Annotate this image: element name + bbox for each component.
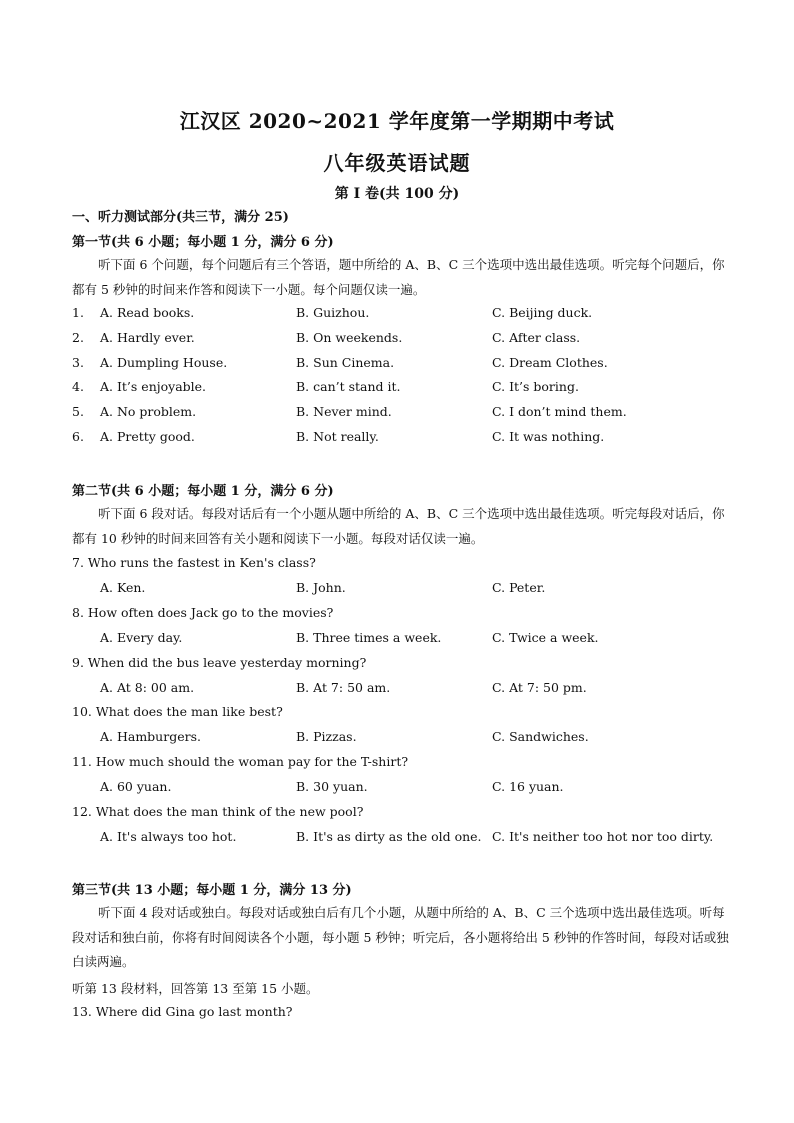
option-a: A. Dumpling House.	[100, 354, 228, 370]
option-b: B. On weekends.	[296, 329, 403, 345]
option-a: A. Ken.	[100, 580, 146, 595]
option-a: A. Read books.	[100, 305, 195, 320]
question-row	[72, 379, 732, 399]
material-note: 听第 13 段材料，回答第 13 至第 15 小题。	[72, 981, 319, 996]
options-row	[72, 729, 732, 749]
exam-title: 江汉区 2020~2021 学年度第一学期期中考试	[179, 109, 615, 133]
question-row	[72, 404, 732, 424]
option-c: C. It's neither too hot nor too dirty.	[492, 829, 714, 844]
question-row	[72, 305, 732, 325]
volume-label: 第 I 卷(共 100 分)	[334, 186, 460, 202]
option-b: B. Sun Cinema.	[296, 354, 395, 370]
option-b: B. Never mind.	[296, 404, 392, 420]
question-number: 6.	[72, 429, 84, 444]
part1-heading: 一、听力测试部分(共三节，满分 25)	[72, 210, 289, 225]
options-row	[72, 680, 732, 700]
question-text: 9. When did the bus leave yesterday morning?	[72, 654, 367, 670]
option-a: A. It’s enjoyable.	[100, 379, 207, 395]
option-c: C. Twice a week.	[492, 629, 599, 645]
question-text: 7. Who runs the fastest in Ken's class?	[72, 555, 316, 570]
question-number: 3.	[72, 354, 84, 370]
question-row	[72, 355, 732, 375]
section2-instruction: 听下面 6 段对话。每段对话后有一个小题从题中所给的 A、B、C 三个选项中选出最佳选项。听完每段对话后，你都有 10 秒钟的时间来回答有关小题和阅读下一小题。每段对话仅读一遍。	[72, 506, 725, 546]
question-number: 5.	[72, 404, 84, 420]
section1-instruction: 听下面 6 个问题，每个问题后有三个答语，题中所给的 A、B、C 三个选项中选出最佳选项。听完每个问题后，你都有 5 秒钟的时间来作答和阅读下一小题。每个问题仅读一遍。	[72, 257, 725, 297]
question-text: 12. What does the man think of the new pool?	[72, 804, 364, 819]
question-number: 4.	[72, 379, 84, 395]
option-c: C. At 7: 50 pm.	[492, 679, 587, 695]
question-text: 10. What does the man like best?	[72, 704, 283, 720]
option-b: B. Three times a week.	[296, 629, 442, 645]
options-row	[72, 630, 732, 650]
question-text: 11. How much should the woman pay for the T-shirt?	[72, 754, 409, 770]
section1-heading: 第一节(共 6 小题；每小题 1 分，满分 6 分)	[72, 235, 334, 250]
option-c: C. Beijing duck.	[492, 305, 593, 320]
option-a: A. Every day.	[100, 629, 183, 645]
section3-instruction: 听下面 4 段对话或独白。每段对话或独白后有几个小题，从题中所给的 A、B、C 三个选项中选出最佳选项。听每段对话和独白前，你将有时间阅读各个小题，每小题 5 秒钟；听完后，各小题将给出 5 秒钟的作答时间，每段对话或独白读两遍。	[72, 905, 729, 969]
option-b: B. Not really.	[296, 429, 379, 444]
option-a: A. Pretty good.	[100, 429, 195, 444]
option-a: A. No problem.	[100, 404, 197, 420]
option-a: A. 60 yuan.	[100, 779, 172, 795]
option-b: B. Pizzas.	[296, 729, 357, 745]
option-b: B. Guizhou.	[296, 305, 370, 320]
option-c: C. It’s boring.	[492, 379, 579, 395]
option-c: C. I don’t mind them.	[492, 404, 627, 420]
option-c: C. It was nothing.	[492, 429, 605, 444]
option-a: A. Hamburgers.	[100, 729, 201, 745]
option-c: C. After class.	[492, 329, 581, 345]
options-row	[72, 580, 732, 600]
options-row	[72, 779, 732, 799]
option-a: A. It's always too hot.	[100, 829, 237, 844]
option-b: B. It's as dirty as the old one.	[296, 829, 482, 844]
question-row	[72, 429, 732, 449]
options-row	[72, 829, 732, 849]
option-c: C. Sandwiches.	[492, 729, 589, 745]
option-a: A. At 8: 00 am.	[100, 679, 195, 695]
question-text: 8. How often does Jack go to the movies?	[72, 604, 334, 620]
option-a: A. Hardly ever.	[100, 329, 195, 345]
section2-heading: 第二节(共 6 小题；每小题 1 分，满分 6 分)	[72, 484, 334, 499]
exam-subtitle: 八年级英语试题	[323, 151, 471, 175]
section3-heading: 第三节(共 13 小题；每小题 1 分，满分 13 分)	[72, 883, 352, 898]
option-c: C. 16 yuan.	[492, 779, 564, 795]
question-number: 1.	[72, 305, 84, 320]
question-13: 13. Where did Gina go last month?	[72, 1004, 293, 1019]
question-number: 2.	[72, 329, 84, 345]
option-b: B. John.	[296, 580, 346, 595]
question-row	[72, 330, 732, 350]
option-c: C. Peter.	[492, 580, 546, 595]
option-b: B. At 7: 50 am.	[296, 679, 391, 695]
option-b: B. can’t stand it.	[296, 379, 401, 395]
option-b: B. 30 yuan.	[296, 779, 368, 795]
option-c: C. Dream Clothes.	[492, 354, 608, 370]
